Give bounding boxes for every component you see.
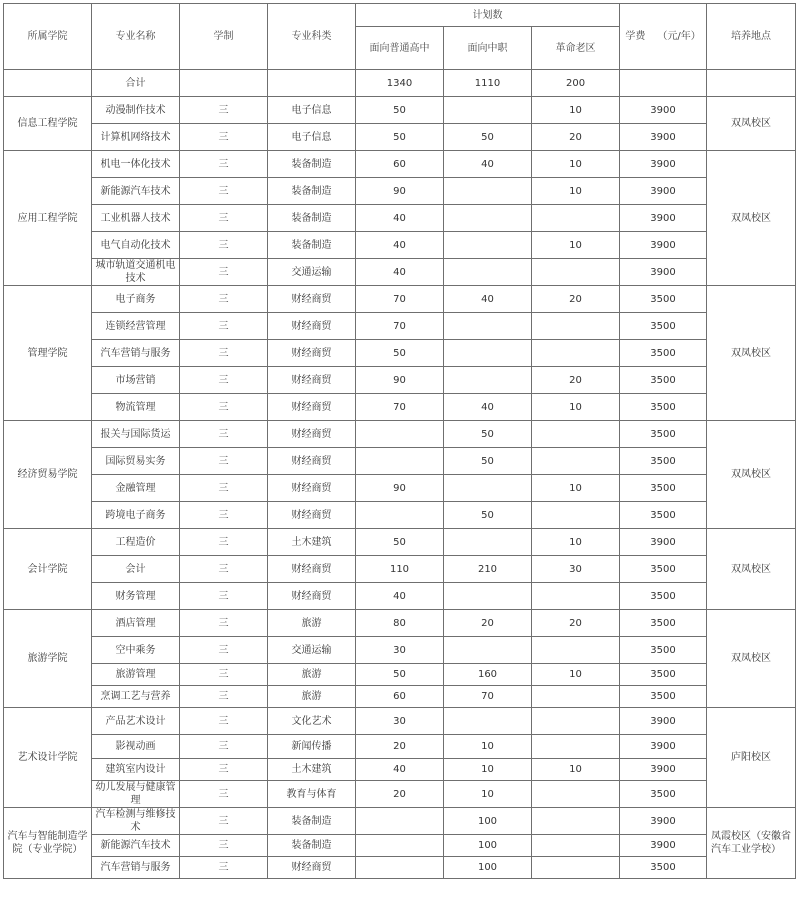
- revolutionary-cell: [532, 808, 620, 835]
- revolutionary-cell: [532, 835, 620, 857]
- general-hs-cell: [356, 502, 444, 529]
- vocational-cell: 10: [444, 781, 532, 808]
- college-cell: 会计学院: [4, 529, 92, 610]
- major-cell: 物流管理: [92, 394, 180, 421]
- header-tuition-unit: （元/年）: [657, 31, 701, 42]
- major-cell: 汽车营销与服务: [92, 857, 180, 879]
- general-hs-cell: [356, 808, 444, 835]
- duration-cell: 三: [180, 340, 268, 367]
- tuition-cell: 3900: [620, 759, 707, 781]
- tuition-cell: 3900: [620, 205, 707, 232]
- vocational-cell: 70: [444, 686, 532, 708]
- tuition-cell: 3900: [620, 178, 707, 205]
- revolutionary-cell: [532, 686, 620, 708]
- major-cell: 汽车检测与维修技术: [92, 808, 180, 835]
- tuition-cell: 3500: [620, 583, 707, 610]
- category-cell: 财经商贸: [268, 556, 356, 583]
- revolutionary-cell: 10: [532, 232, 620, 259]
- revolutionary-cell: [532, 583, 620, 610]
- vocational-cell: 100: [444, 835, 532, 857]
- category-cell: 土木建筑: [268, 529, 356, 556]
- general-hs-cell: 40: [356, 205, 444, 232]
- general-hs-cell: 40: [356, 259, 444, 286]
- vocational-cell: 40: [444, 151, 532, 178]
- general-hs-cell: 30: [356, 708, 444, 735]
- header-plan-group: 计划数: [356, 4, 620, 27]
- table-row: [4, 178, 796, 205]
- tuition-cell: 3500: [620, 367, 707, 394]
- vocational-cell: [444, 340, 532, 367]
- revolutionary-cell: 20: [532, 286, 620, 313]
- general-hs-cell: 70: [356, 286, 444, 313]
- header-tuition-label: 学费: [625, 31, 646, 42]
- table-row: [4, 394, 796, 421]
- general-hs-cell: 50: [356, 340, 444, 367]
- revolutionary-cell: 20: [532, 124, 620, 151]
- table-row: [4, 686, 796, 708]
- general-hs-cell: 90: [356, 367, 444, 394]
- vocational-cell: 50: [444, 502, 532, 529]
- tuition-cell: 3500: [620, 610, 707, 637]
- duration-cell: 三: [180, 857, 268, 879]
- total-revolutionary: 200: [532, 70, 620, 97]
- location-cell: 双凤校区: [707, 610, 796, 708]
- table-row: [4, 286, 796, 313]
- revolutionary-cell: [532, 259, 620, 286]
- vocational-cell: [444, 259, 532, 286]
- category-cell: 财经商贸: [268, 475, 356, 502]
- table-body: [4, 70, 796, 879]
- major-cell: 市场营销: [92, 367, 180, 394]
- revolutionary-cell: 30: [532, 556, 620, 583]
- revolutionary-cell: [532, 313, 620, 340]
- general-hs-cell: 60: [356, 686, 444, 708]
- category-cell: 装备制造: [268, 232, 356, 259]
- table-row: [4, 781, 796, 808]
- tuition-cell: 3900: [620, 835, 707, 857]
- duration-cell: 三: [180, 313, 268, 340]
- college-cell: 信息工程学院: [4, 97, 92, 151]
- revolutionary-cell: [532, 781, 620, 808]
- category-cell: 财经商贸: [268, 857, 356, 879]
- college-cell: 经济贸易学院: [4, 421, 92, 529]
- table-row: [4, 475, 796, 502]
- vocational-cell: 100: [444, 808, 532, 835]
- duration-cell: 三: [180, 529, 268, 556]
- general-hs-cell: 110: [356, 556, 444, 583]
- vocational-cell: [444, 708, 532, 735]
- revolutionary-cell: [532, 637, 620, 664]
- duration-cell: 三: [180, 151, 268, 178]
- duration-cell: 三: [180, 637, 268, 664]
- table-row: [4, 835, 796, 857]
- vocational-cell: 10: [444, 759, 532, 781]
- vocational-cell: [444, 475, 532, 502]
- revolutionary-cell: [532, 205, 620, 232]
- general-hs-cell: 50: [356, 97, 444, 124]
- major-cell: 电气自动化技术: [92, 232, 180, 259]
- category-cell: 电子信息: [268, 97, 356, 124]
- category-cell: 财经商贸: [268, 448, 356, 475]
- vocational-cell: [444, 232, 532, 259]
- general-hs-cell: 90: [356, 178, 444, 205]
- header-college: 所属学院: [4, 4, 92, 70]
- tuition-cell: 3500: [620, 394, 707, 421]
- duration-cell: 三: [180, 421, 268, 448]
- header-plan-revolutionary: 革命老区: [532, 27, 620, 70]
- duration-cell: 三: [180, 97, 268, 124]
- category-cell: 交通运输: [268, 637, 356, 664]
- duration-cell: 三: [180, 124, 268, 151]
- header-plan-general-hs: 面向普通高中: [356, 27, 444, 70]
- category-cell: 财经商贸: [268, 367, 356, 394]
- major-cell: 会计: [92, 556, 180, 583]
- category-cell: 电子信息: [268, 124, 356, 151]
- table-row: [4, 259, 796, 286]
- duration-cell: 三: [180, 367, 268, 394]
- major-cell: 计算机网络技术: [92, 124, 180, 151]
- revolutionary-cell: 10: [532, 394, 620, 421]
- duration-cell: 三: [180, 808, 268, 835]
- category-cell: 装备制造: [268, 808, 356, 835]
- category-cell: 财经商贸: [268, 286, 356, 313]
- major-cell: 机电一体化技术: [92, 151, 180, 178]
- table-row: [4, 583, 796, 610]
- category-cell: 装备制造: [268, 178, 356, 205]
- revolutionary-cell: [532, 735, 620, 759]
- general-hs-cell: 50: [356, 664, 444, 686]
- vocational-cell: [444, 97, 532, 124]
- major-cell: 产品艺术设计: [92, 708, 180, 735]
- revolutionary-cell: [532, 502, 620, 529]
- category-cell: 文化艺术: [268, 708, 356, 735]
- total-tuition-cell: [620, 70, 707, 97]
- header-category: 专业科类: [268, 4, 356, 70]
- duration-cell: 三: [180, 286, 268, 313]
- location-cell: 庐阳校区: [707, 708, 796, 808]
- major-cell: 报关与国际货运: [92, 421, 180, 448]
- table-row: [4, 421, 796, 448]
- major-cell: 工业机器人技术: [92, 205, 180, 232]
- duration-cell: 三: [180, 448, 268, 475]
- duration-cell: 三: [180, 232, 268, 259]
- major-cell: 旅游管理: [92, 664, 180, 686]
- tuition-cell: 3500: [620, 781, 707, 808]
- general-hs-cell: 70: [356, 313, 444, 340]
- general-hs-cell: 60: [356, 151, 444, 178]
- vocational-cell: [444, 205, 532, 232]
- location-cell: 凤霞校区（安徽省汽车工业学校）: [707, 808, 796, 879]
- vocational-cell: 20: [444, 610, 532, 637]
- general-hs-cell: 20: [356, 735, 444, 759]
- table-row: [4, 637, 796, 664]
- tuition-cell: 3500: [620, 502, 707, 529]
- table-row: [4, 340, 796, 367]
- table-header: [4, 4, 796, 70]
- general-hs-cell: [356, 448, 444, 475]
- enrollment-plan-table: [3, 3, 796, 879]
- revolutionary-cell: 20: [532, 610, 620, 637]
- table-row: [4, 313, 796, 340]
- tuition-cell: 3900: [620, 97, 707, 124]
- major-cell: 金融管理: [92, 475, 180, 502]
- table-row: [4, 664, 796, 686]
- college-cell: 艺术设计学院: [4, 708, 92, 808]
- revolutionary-cell: 10: [532, 97, 620, 124]
- category-cell: 装备制造: [268, 835, 356, 857]
- major-cell: 建筑室内设计: [92, 759, 180, 781]
- category-cell: 财经商贸: [268, 421, 356, 448]
- college-cell: 应用工程学院: [4, 151, 92, 286]
- major-cell: 连锁经营管理: [92, 313, 180, 340]
- tuition-cell: 3500: [620, 340, 707, 367]
- revolutionary-cell: [532, 708, 620, 735]
- general-hs-cell: [356, 421, 444, 448]
- major-cell: 工程造价: [92, 529, 180, 556]
- header-location: 培养地点: [707, 4, 796, 70]
- college-cell: 汽车与智能制造学院（专业学院）: [4, 808, 92, 879]
- revolutionary-cell: [532, 340, 620, 367]
- major-cell: 新能源汽车技术: [92, 835, 180, 857]
- revolutionary-cell: 10: [532, 475, 620, 502]
- category-cell: 装备制造: [268, 151, 356, 178]
- table-row: [4, 708, 796, 735]
- general-hs-cell: 50: [356, 529, 444, 556]
- general-hs-cell: 50: [356, 124, 444, 151]
- revolutionary-cell: 10: [532, 759, 620, 781]
- general-hs-cell: 40: [356, 232, 444, 259]
- general-hs-cell: 40: [356, 583, 444, 610]
- table-row: [4, 232, 796, 259]
- table-row: [4, 205, 796, 232]
- general-hs-cell: 30: [356, 637, 444, 664]
- duration-cell: 三: [180, 735, 268, 759]
- location-cell: 双凤校区: [707, 421, 796, 529]
- duration-cell: 三: [180, 781, 268, 808]
- location-cell: 双凤校区: [707, 286, 796, 421]
- table-row: [4, 759, 796, 781]
- table-row: [4, 808, 796, 835]
- general-hs-cell: [356, 835, 444, 857]
- duration-cell: 三: [180, 835, 268, 857]
- table-row: [4, 124, 796, 151]
- major-cell: 新能源汽车技术: [92, 178, 180, 205]
- duration-cell: 三: [180, 759, 268, 781]
- tuition-cell: 3500: [620, 686, 707, 708]
- tuition-cell: 3500: [620, 313, 707, 340]
- location-cell: 双凤校区: [707, 151, 796, 286]
- college-cell: 管理学院: [4, 286, 92, 421]
- table-row: [4, 529, 796, 556]
- category-cell: 旅游: [268, 664, 356, 686]
- table-row: [4, 735, 796, 759]
- duration-cell: 三: [180, 708, 268, 735]
- category-cell: 土木建筑: [268, 759, 356, 781]
- major-cell: 城市轨道交通机电技术: [92, 259, 180, 286]
- tuition-cell: 3500: [620, 664, 707, 686]
- category-cell: 旅游: [268, 610, 356, 637]
- category-cell: 财经商贸: [268, 340, 356, 367]
- major-cell: 电子商务: [92, 286, 180, 313]
- tuition-cell: 3500: [620, 421, 707, 448]
- major-cell: 跨境电子商务: [92, 502, 180, 529]
- revolutionary-cell: 10: [532, 151, 620, 178]
- major-cell: 汽车营销与服务: [92, 340, 180, 367]
- tuition-cell: 3900: [620, 735, 707, 759]
- major-cell: 幼儿发展与健康管理: [92, 781, 180, 808]
- tuition-cell: 3500: [620, 857, 707, 879]
- vocational-cell: 40: [444, 394, 532, 421]
- vocational-cell: [444, 367, 532, 394]
- total-duration-cell: [180, 70, 268, 97]
- table-row: [4, 556, 796, 583]
- tuition-cell: 3500: [620, 448, 707, 475]
- duration-cell: 三: [180, 259, 268, 286]
- general-hs-cell: 20: [356, 781, 444, 808]
- category-cell: 财经商贸: [268, 313, 356, 340]
- revolutionary-cell: 10: [532, 664, 620, 686]
- duration-cell: 三: [180, 205, 268, 232]
- category-cell: 交通运输: [268, 259, 356, 286]
- table-row: [4, 857, 796, 879]
- major-cell: 动漫制作技术: [92, 97, 180, 124]
- revolutionary-cell: [532, 448, 620, 475]
- tuition-cell: 3500: [620, 637, 707, 664]
- total-label: 合计: [92, 70, 180, 97]
- vocational-cell: 210: [444, 556, 532, 583]
- major-cell: 烹调工艺与营养: [92, 686, 180, 708]
- category-cell: 财经商贸: [268, 394, 356, 421]
- vocational-cell: 100: [444, 857, 532, 879]
- total-location-cell: [707, 70, 796, 97]
- tuition-cell: 3500: [620, 556, 707, 583]
- category-cell: 财经商贸: [268, 583, 356, 610]
- revolutionary-cell: [532, 857, 620, 879]
- tuition-cell: 3500: [620, 475, 707, 502]
- general-hs-cell: 70: [356, 394, 444, 421]
- major-cell: 影视动画: [92, 735, 180, 759]
- tuition-cell: 3900: [620, 529, 707, 556]
- tuition-cell: 3500: [620, 286, 707, 313]
- general-hs-cell: 90: [356, 475, 444, 502]
- category-cell: 财经商贸: [268, 502, 356, 529]
- vocational-cell: [444, 637, 532, 664]
- header-tuition: [620, 4, 707, 70]
- location-cell: 双凤校区: [707, 529, 796, 610]
- header-plan-vocational: 面向中职: [444, 27, 532, 70]
- tuition-cell: 3900: [620, 151, 707, 178]
- vocational-cell: [444, 583, 532, 610]
- table-row: [4, 448, 796, 475]
- vocational-cell: 50: [444, 421, 532, 448]
- college-cell: 旅游学院: [4, 610, 92, 708]
- tuition-cell: 3900: [620, 708, 707, 735]
- table-row: [4, 502, 796, 529]
- duration-cell: 三: [180, 556, 268, 583]
- vocational-cell: 10: [444, 735, 532, 759]
- vocational-cell: [444, 313, 532, 340]
- total-row: [4, 70, 796, 97]
- duration-cell: 三: [180, 178, 268, 205]
- vocational-cell: 50: [444, 448, 532, 475]
- major-cell: 酒店管理: [92, 610, 180, 637]
- tuition-cell: 3900: [620, 259, 707, 286]
- revolutionary-cell: 10: [532, 178, 620, 205]
- duration-cell: 三: [180, 664, 268, 686]
- tuition-cell: 3900: [620, 124, 707, 151]
- duration-cell: 三: [180, 502, 268, 529]
- table-row: [4, 610, 796, 637]
- table-row: [4, 97, 796, 124]
- category-cell: 教育与体育: [268, 781, 356, 808]
- vocational-cell: [444, 529, 532, 556]
- duration-cell: 三: [180, 583, 268, 610]
- tuition-cell: 3900: [620, 232, 707, 259]
- header-major: 专业名称: [92, 4, 180, 70]
- revolutionary-cell: 20: [532, 367, 620, 394]
- duration-cell: 三: [180, 394, 268, 421]
- total-general-hs: 1340: [356, 70, 444, 97]
- duration-cell: 三: [180, 475, 268, 502]
- location-cell: 双凤校区: [707, 97, 796, 151]
- category-cell: 新闻传播: [268, 735, 356, 759]
- header-duration: 学制: [180, 4, 268, 70]
- category-cell: 装备制造: [268, 205, 356, 232]
- general-hs-cell: [356, 857, 444, 879]
- major-cell: 财务管理: [92, 583, 180, 610]
- vocational-cell: 40: [444, 286, 532, 313]
- vocational-cell: 160: [444, 664, 532, 686]
- tuition-cell: 3900: [620, 808, 707, 835]
- general-hs-cell: 80: [356, 610, 444, 637]
- duration-cell: 三: [180, 610, 268, 637]
- total-category-cell: [268, 70, 356, 97]
- total-vocational: 1110: [444, 70, 532, 97]
- category-cell: 旅游: [268, 686, 356, 708]
- revolutionary-cell: 10: [532, 529, 620, 556]
- duration-cell: 三: [180, 686, 268, 708]
- major-cell: 空中乘务: [92, 637, 180, 664]
- revolutionary-cell: [532, 421, 620, 448]
- table-row: [4, 367, 796, 394]
- vocational-cell: 50: [444, 124, 532, 151]
- table-row: [4, 151, 796, 178]
- general-hs-cell: 40: [356, 759, 444, 781]
- major-cell: 国际贸易实务: [92, 448, 180, 475]
- total-college-cell: [4, 70, 92, 97]
- vocational-cell: [444, 178, 532, 205]
